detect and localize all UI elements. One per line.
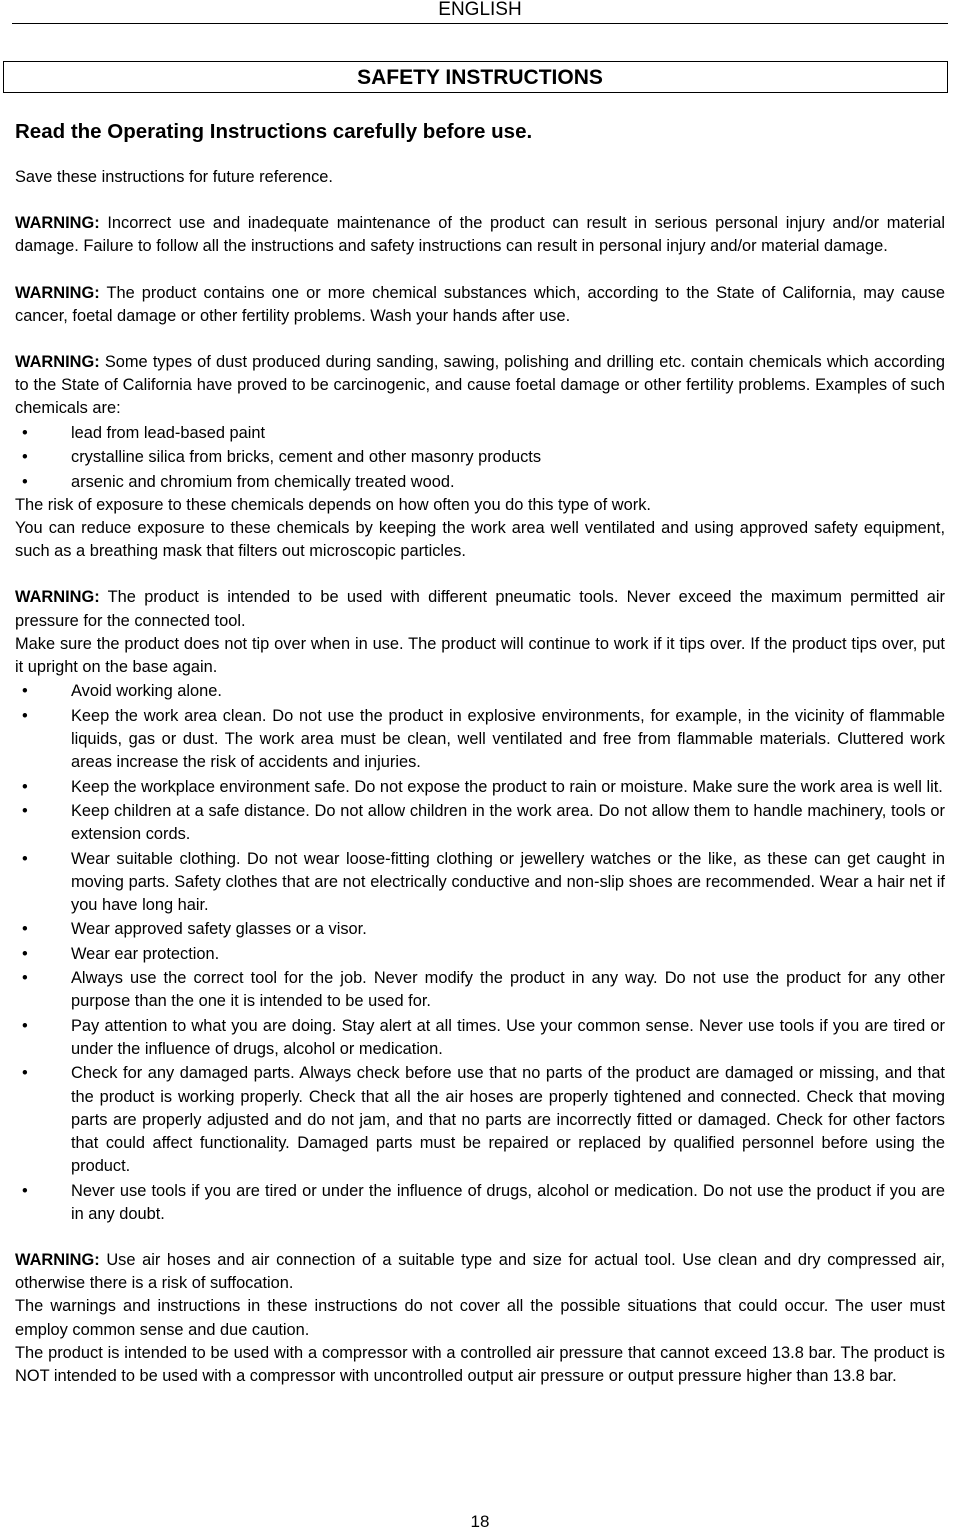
list-item: • lead from lead-based paint (15, 422, 945, 445)
bullet-icon: • (22, 920, 28, 939)
warning-text: Incorrect use and inadequate maintenance of the product can result in serious personal injury and/or material damage. Failure to follow all the instructions and safety instructions can result in personal injury and/or material damage. (15, 214, 945, 256)
bullet-icon: • (22, 777, 28, 796)
list-item: • Keep children at a safe distance. Do not allow children in the work area. Do not allow them to handle machinery, tools or extension cords. (22, 801, 945, 844)
warning-text: The product is intended to be used with different pneumatic tools. Never exceed the maximum permitted air pressure for the connected tool. (15, 588, 945, 630)
chemical-list (15, 422, 945, 494)
bullet-icon: • (22, 472, 28, 491)
bullet-icon: • (22, 944, 28, 963)
warning-label: WARNING: (15, 588, 100, 607)
bullet-icon: • (22, 423, 28, 442)
language-label: ENGLISH (438, 0, 522, 20)
main-content (15, 119, 945, 1388)
warning-text: The product contains one or more chemical substances which, according to the State of California, may cause cancer, foetal damage or other fertility problems. Wash your hands after use. (15, 283, 945, 325)
warning-label: WARNING: (15, 214, 100, 233)
header-rule (12, 23, 948, 24)
list-item: • Keep the work area clean. Do not use the product in explosive environments, for example, in the vicinity of flammable liquids, gas or dust. The work area must be clean, well ventilated and free from flammable materials. Cluttered work areas increase the risk of accidents and injuries. (22, 706, 945, 772)
bullet-icon: • (22, 1016, 28, 1035)
warning-pneumatic (15, 586, 945, 632)
compressor-text: The product is intended to be used with a compressor with a controlled air pressure that cannot exceed 13.8 bar. The product is NOT intended to be used with a compressor with uncontrolled output air pressure or output pressure higher than 13.8 bar. (15, 1343, 945, 1385)
coverage-text: The warnings and instructions in these instructions do not cover all the possible situations that could occur. The user must employ common sense and due caution. (15, 1297, 945, 1339)
bullet-icon: • (22, 1064, 28, 1083)
warning-chemicals (15, 282, 945, 328)
warning-dust (15, 351, 945, 421)
list-item: • Check for any damaged parts. Always check before use that no parts of the product are damaged or missing, and that the product is working properly. Check that all the air hoses are properly tightened and connected. Check that moving parts are properly adjusted and do not jam, and that no parts are incorrectly fitted or damaged. Check for other factors that could affect functionality. Damaged parts must be repaired or replaced by qualified personnel before using the product. (22, 1064, 945, 1176)
list-item: • Wear suitable clothing. Do not wear loose-fitting clothing or jewellery watches or the like, as these can get caught in moving parts. Safety clothes that are not electrically conductive and non-slip shoes are recommended. Wear a hair net if you have long hair. (22, 849, 945, 914)
warning-label: WARNING: (15, 1250, 100, 1269)
list-item: • Always use the correct tool for the job. Never modify the product in any way. Do not use the product for any other purpose than the one it is intended to be used for. (22, 969, 945, 1011)
page-number: 18 (470, 1512, 490, 1531)
list-item: • crystalline silica from bricks, cement and other masonry products (15, 446, 945, 469)
list-item: • Pay attention to what you are doing. Stay alert at all times. Use your common sense. Never use tools if you are tired or under the influence of drugs, alcohol or medication. (22, 1016, 945, 1058)
bullet-icon: • (22, 448, 28, 467)
intro-heading: Read the Operating Instructions carefully before use. (15, 120, 533, 143)
page-title: SAFETY INSTRUCTIONS (357, 66, 603, 89)
bullet-icon: • (22, 706, 28, 725)
bullet-icon: • (22, 801, 28, 820)
list-item: • Avoid working alone. (15, 680, 945, 703)
tip-over-text: Make sure the product does not tip over when in use. The product will continue to work if it tips over. If the product tips over, put it upright on the base again. (15, 634, 945, 677)
exposure-risk-text: The risk of exposure to these chemicals depends on how often you do this type of work. (15, 495, 651, 514)
list-item: • Never use tools if you are tired or under the influence of drugs, alcohol or medication. Do not use the product if you are in any doubt. (22, 1181, 945, 1223)
warning-air-hoses (15, 1249, 945, 1295)
warning-label: WARNING: (15, 283, 100, 302)
list-item: • Wear approved safety glasses or a visor. (15, 918, 945, 941)
list-item: • arsenic and chromium from chemically treated wood. (15, 471, 945, 494)
list-item: • Wear ear protection. (15, 943, 945, 966)
bullet-icon: • (22, 682, 28, 701)
warning-text: Use air hoses and air connection of a suitable type and size for actual tool. Use clean and dry compressed air, otherwise there is a risk of suffocation. (15, 1250, 945, 1293)
exposure-reduce-text: You can reduce exposure to these chemicals by keeping the work area well ventilated and using approved safety equipment, such as a breathing mask that filters out microscopic particles. (15, 519, 945, 561)
warning-text: Some types of dust produced during sanding, sawing, polishing and drilling etc. contain chemicals which according to the State of California have proved to be carcinogenic, and cause foetal damage or other fertility problems. Examples of such chemicals are: (15, 353, 945, 418)
bullet-icon: • (22, 969, 28, 988)
list-item: • Keep the workplace environment safe. Do not expose the product to rain or moisture. Make sure the work area is well lit. (15, 776, 945, 799)
warning-label: WARNING: (15, 353, 100, 372)
warning-misuse (15, 212, 945, 258)
safety-list (15, 680, 945, 1226)
save-instructions: Save these instructions for future reference. (15, 168, 333, 186)
bullet-icon: • (22, 849, 28, 868)
bullet-icon: • (22, 1181, 28, 1200)
